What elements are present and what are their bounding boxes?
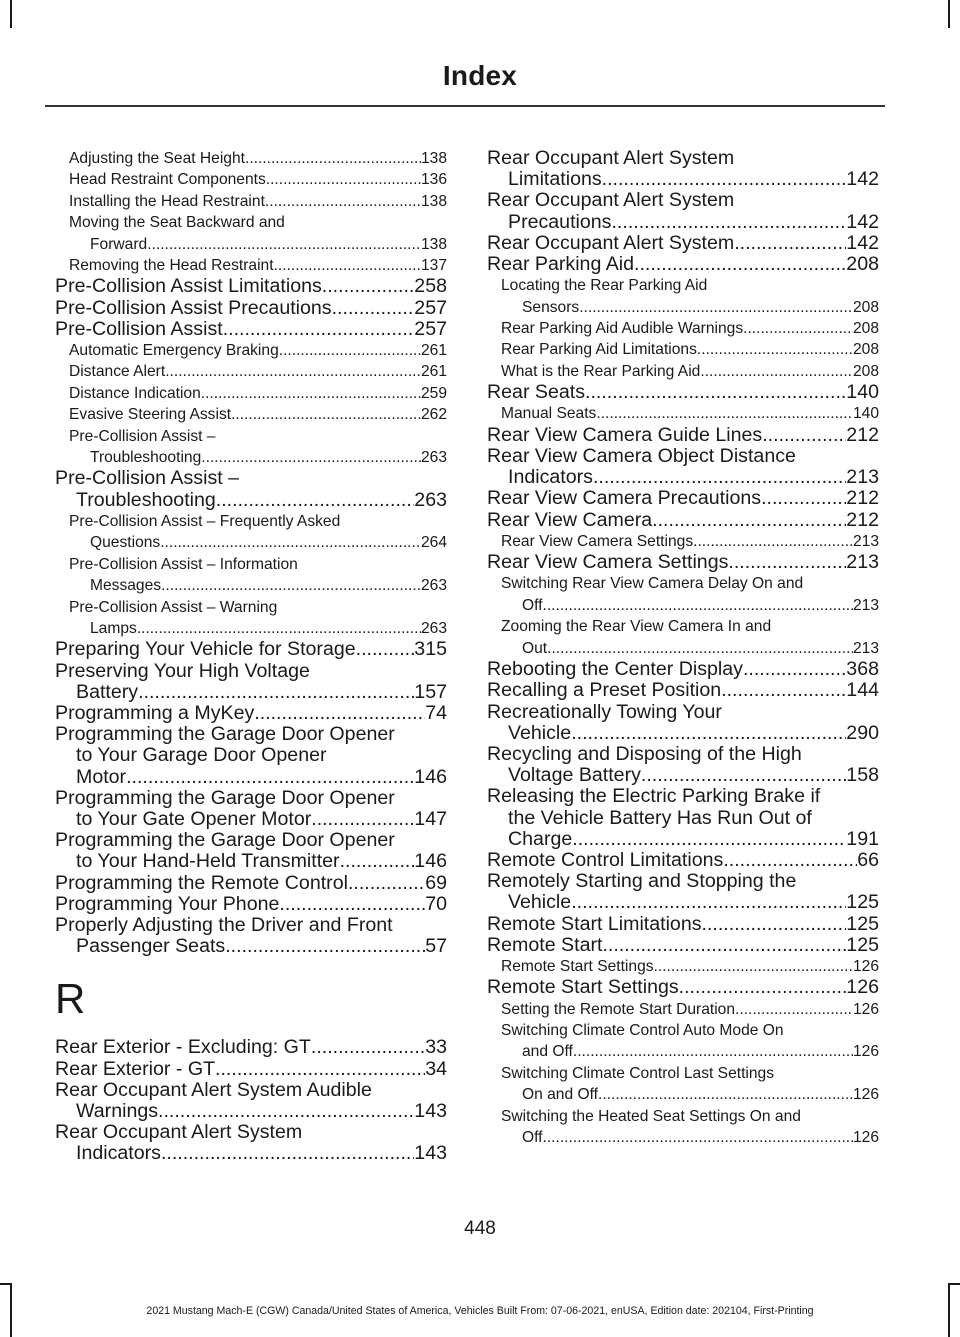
dot-leader: [571, 723, 846, 744]
dot-leader: [634, 254, 846, 275]
index-page-ref[interactable]: 136: [420, 171, 447, 189]
index-entry[interactable]: [55, 1059, 447, 1080]
index-entry[interactable]: [487, 254, 879, 275]
index-entry-text: Recalling a Preset Position: [487, 679, 722, 702]
index-entry-text: Remote Start Settings: [501, 957, 654, 975]
index-entry-text: Rear View Camera Settings: [501, 532, 694, 550]
dot-leader: [679, 977, 847, 998]
index-entry-text: Rear Occupant Alert System: [55, 1121, 303, 1144]
footer-edition-text: 2021 Mustang Mach-E (CGW) Canada/United States of America, Vehicles Built From: 07-06-2021, enUSA, Edition date: 202104, First-Printing: [146, 1305, 814, 1317]
index-page-ref[interactable]: 144: [846, 679, 879, 702]
index-entry-text: and Off: [522, 1043, 573, 1061]
index-entry[interactable]: [55, 1037, 447, 1058]
index-entry-text: Preparing Your Vehicle for Storage: [55, 638, 356, 661]
dot-leader: [602, 935, 846, 956]
index-page-ref[interactable]: 33: [425, 1036, 447, 1059]
index-entry-text: Rear Parking Aid Limitations: [501, 341, 697, 359]
index-page-ref[interactable]: 213: [852, 639, 879, 657]
index-entry-text: Switching the Heated Seat Settings On and: [501, 1107, 801, 1125]
index-entry-text: Vehicle: [508, 891, 572, 914]
index-entry-text: Programming the Garage Door Opener: [55, 786, 395, 809]
index-page-ref[interactable]: 212: [846, 487, 879, 510]
index-entry-text: Distance Alert: [69, 363, 166, 381]
index-entry[interactable]: [487, 659, 879, 680]
dot-leader: [641, 765, 846, 786]
index-subentry[interactable]: [487, 573, 879, 616]
index-entry-text: Rear View Camera Guide Lines: [487, 423, 763, 446]
index-page-ref[interactable]: 66: [857, 848, 879, 871]
index-subentry[interactable]: [55, 255, 447, 276]
dot-leader: [735, 999, 853, 1020]
dot-leader: [231, 404, 421, 425]
index-entry-text: Removing the Head Restraint: [69, 257, 274, 275]
index-entry-text: to Your Gate Opener Motor: [76, 807, 312, 830]
index-entry-text: Passenger Seats: [76, 935, 226, 958]
dot-leader: [201, 383, 421, 404]
crop-mark-bottom-right-h: [948, 1283, 960, 1285]
index-page-ref[interactable]: 208: [852, 341, 879, 359]
index-page-ref[interactable]: 213: [846, 551, 879, 574]
page-title: Index: [442, 60, 518, 91]
index-subentry[interactable]: [487, 1020, 879, 1063]
dot-leader: [743, 659, 846, 680]
index-entry-text: Forward: [90, 235, 148, 253]
index-page-ref[interactable]: 143: [414, 1099, 447, 1122]
dot-leader: [265, 191, 421, 212]
index-entry-text: Remote Start Limitations: [487, 912, 702, 935]
index-entry-text: Battery: [76, 680, 139, 703]
index-entry[interactable]: [487, 744, 879, 786]
dot-leader: [225, 936, 425, 957]
index-page-ref[interactable]: 125: [846, 891, 879, 914]
index-page-ref[interactable]: 138: [420, 192, 447, 210]
dot-leader: [652, 510, 846, 531]
index-page-ref[interactable]: 290: [846, 721, 879, 744]
index-entry[interactable]: [487, 510, 879, 531]
index-column-left: [55, 148, 447, 1165]
dot-leader: [340, 851, 415, 872]
index-entry[interactable]: [487, 850, 879, 871]
index-subentry[interactable]: [55, 212, 447, 255]
index-page-ref[interactable]: 208: [852, 362, 879, 380]
index-entry-text: Remote Control Limitations: [487, 848, 724, 871]
dot-leader: [332, 298, 415, 319]
crop-mark-bottom-left-h: [0, 1283, 12, 1285]
index-page-ref[interactable]: 126: [852, 1000, 879, 1018]
index-entry-text: Pre-Collision Assist –: [69, 427, 216, 445]
index-entry[interactable]: [487, 914, 879, 935]
dot-leader: [743, 318, 853, 339]
dot-leader: [598, 1084, 853, 1105]
index-page-ref[interactable]: 125: [846, 933, 879, 956]
index-subentry[interactable]: [487, 275, 879, 318]
index-entry-text: Rear View Camera Precautions: [487, 487, 762, 510]
index-subentry[interactable]: [55, 148, 447, 169]
index-entry-text: Rear View Camera Settings: [487, 551, 729, 574]
index-entry-text: What is the Rear Parking Aid: [501, 362, 701, 380]
dot-leader: [761, 488, 846, 509]
index-page-ref[interactable]: 70: [425, 892, 447, 915]
index-entry[interactable]: [487, 977, 879, 998]
dot-leader: [611, 212, 846, 233]
index-entry[interactable]: [55, 830, 447, 872]
index-entry[interactable]: [55, 661, 447, 703]
index-entry-text: Sensors: [522, 298, 580, 316]
index-entry-text: Rear Parking Aid: [487, 253, 635, 276]
index-entry-text: Switching Rear View Camera Delay On and: [501, 575, 804, 593]
index-entry[interactable]: [55, 276, 447, 297]
index-entry-text: Switching Climate Control Last Settings: [501, 1064, 775, 1082]
dot-leader: [721, 680, 846, 701]
index-entry-text: Precautions: [508, 210, 612, 233]
index-page-ref[interactable]: 212: [846, 508, 879, 531]
index-entry-text: Rear Occupant Alert System: [487, 189, 735, 212]
dot-leader: [348, 873, 425, 894]
index-page-ref[interactable]: 258: [414, 275, 447, 298]
index-entry[interactable]: [55, 724, 447, 788]
index-entry[interactable]: [487, 786, 879, 850]
dot-leader: [585, 382, 846, 403]
index-entry[interactable]: [55, 1080, 447, 1122]
crop-mark-top-left: [10, 0, 12, 28]
index-entry-text: Recycling and Disposing of the High: [487, 742, 802, 765]
dot-leader: [322, 276, 415, 297]
index-entry-text: Recreationally Towing Your: [487, 700, 722, 723]
index-entry-text: Messages: [90, 577, 162, 595]
index-entry-text: Indicators: [76, 1142, 161, 1165]
index-page-ref[interactable]: 263: [420, 449, 447, 467]
index-page-ref[interactable]: 315: [414, 638, 447, 661]
index-entry-text: Switching Climate Control Auto Mode On: [501, 1021, 784, 1039]
index-entry-text: Rear Occupant Alert System Audible: [55, 1078, 372, 1101]
index-subentry[interactable]: [487, 1106, 879, 1149]
index-entry-text: Troubleshooting: [90, 449, 202, 467]
index-subentry[interactable]: [487, 361, 879, 382]
index-subentry[interactable]: [487, 616, 879, 659]
index-entry-text: Remote Start Settings: [487, 976, 679, 999]
index-entry[interactable]: [55, 915, 447, 957]
index-subentry[interactable]: [55, 361, 447, 382]
index-subentry[interactable]: [55, 426, 447, 469]
index-entry-text: Remote Start: [487, 933, 603, 956]
index-entry-text: Setting the Remote Start Duration: [501, 1000, 736, 1018]
dot-leader: [356, 639, 415, 660]
index-entry-text: Troubleshooting: [76, 488, 216, 511]
index-subentry[interactable]: [55, 554, 447, 597]
index-subentry[interactable]: [55, 191, 447, 212]
index-entry-text: Rear Occupant Alert System: [487, 147, 735, 169]
index-subentry[interactable]: [55, 404, 447, 425]
dot-leader: [728, 552, 846, 573]
index-entry-text: Rear Exterior - GT: [55, 1057, 216, 1080]
index-entry-text: Installing the Head Restraint: [69, 192, 265, 210]
index-page-ref[interactable]: 74: [425, 701, 447, 724]
index-entry[interactable]: [55, 319, 447, 340]
index-entry-text: Motor: [76, 765, 127, 788]
index-entry-text: Remotely Starting and Stopping the: [487, 870, 797, 893]
index-entry-text: Pre-Collision Assist – Warning: [69, 598, 278, 616]
index-page-ref[interactable]: 263: [414, 488, 447, 511]
index-entry-text: Indicators: [508, 466, 593, 489]
index-list-left-r: [55, 1037, 447, 1164]
index-entry[interactable]: [55, 468, 447, 510]
index-page-ref[interactable]: 138: [420, 150, 447, 167]
crop-mark-top-right: [948, 0, 950, 28]
index-entry[interactable]: [55, 298, 447, 319]
index-entry-text: Rear Seats: [487, 381, 586, 404]
index-subentry[interactable]: [487, 339, 879, 360]
page-number: 448: [464, 1218, 496, 1239]
index-entry[interactable]: [55, 703, 447, 724]
dot-leader: [216, 490, 415, 511]
index-entry-text: Voltage Battery: [508, 764, 641, 787]
dot-leader: [254, 703, 425, 724]
dot-leader: [700, 361, 853, 382]
dot-leader: [547, 638, 853, 659]
index-page-ref[interactable]: 263: [420, 577, 447, 595]
index-entry-text: Releasing the Electric Parking Brake if: [487, 785, 821, 808]
dot-leader: [160, 532, 421, 553]
index-entry-text: Programming the Garage Door Opener: [55, 723, 395, 746]
index-subentry[interactable]: [55, 511, 447, 554]
index-entry-text: Questions: [90, 534, 161, 552]
dot-leader: [572, 829, 846, 850]
index-entry-text: Off: [522, 1129, 543, 1146]
index-entry-text: Pre-Collision Assist – Frequently Asked: [69, 512, 341, 530]
dot-leader: [245, 148, 421, 169]
index-page-ref[interactable]: 126: [846, 976, 879, 999]
index-page-ref[interactable]: 208: [852, 298, 879, 316]
index-page-ref[interactable]: 191: [846, 827, 879, 850]
index-entry-text: Rear View Camera Object Distance: [487, 445, 796, 468]
dot-leader: [215, 1059, 425, 1080]
index-entry[interactable]: [55, 873, 447, 894]
dot-leader: [762, 425, 846, 446]
index-subentry[interactable]: [487, 999, 879, 1020]
index-page-ref[interactable]: 146: [414, 850, 447, 873]
dot-leader: [158, 1101, 414, 1122]
index-page-ref[interactable]: 143: [414, 1142, 447, 1165]
index-entry[interactable]: [487, 190, 879, 232]
index-entry-text: Vehicle: [508, 721, 572, 744]
dot-leader: [201, 447, 421, 468]
index-entry-text: to Your Hand-Held Transmitter: [76, 850, 340, 873]
index-page-ref[interactable]: 262: [420, 406, 447, 424]
index-subentry[interactable]: [55, 340, 447, 361]
index-entry-text: Preserving Your High Voltage: [55, 659, 310, 682]
index-page-ref[interactable]: 125: [846, 912, 879, 935]
dot-leader: [543, 595, 853, 616]
dot-leader: [274, 255, 421, 276]
index-subentry[interactable]: [55, 169, 447, 190]
dot-leader: [654, 956, 853, 977]
index-entry-text: Programming the Remote Control: [55, 871, 348, 894]
dot-leader: [161, 575, 421, 596]
dot-leader: [223, 319, 415, 340]
index-page-ref[interactable]: 257: [414, 317, 447, 340]
index-entry[interactable]: [487, 552, 879, 573]
index-entry-text: to Your Garage Door Opener: [76, 744, 327, 767]
index-entry-text: Pre-Collision Assist: [55, 317, 223, 340]
index-entry-text: Rebooting the Center Display: [487, 658, 743, 681]
index-page-ref[interactable]: 138: [420, 235, 447, 253]
index-entry[interactable]: [487, 233, 879, 254]
index-page-ref[interactable]: 140: [852, 405, 879, 423]
index-list-right: [487, 148, 879, 1148]
dot-leader: [573, 1041, 853, 1062]
dot-leader: [543, 1127, 853, 1148]
index-list-left: [55, 148, 447, 957]
index-page-ref[interactable]: 264: [420, 534, 447, 552]
dot-leader: [602, 169, 847, 190]
index-entry[interactable]: [487, 871, 879, 913]
index-page-ref[interactable]: 213: [852, 532, 879, 550]
index-page-ref[interactable]: 158: [846, 764, 879, 787]
index-page-ref[interactable]: 368: [846, 658, 879, 681]
index-entry-text: Rear Occupant Alert System: [487, 231, 735, 254]
dot-leader: [279, 894, 425, 915]
index-page-ref[interactable]: 257: [414, 296, 447, 319]
index-subentry[interactable]: [55, 383, 447, 404]
index-entry-text: Programming Your Phone: [55, 892, 280, 915]
dot-leader: [137, 618, 421, 639]
index-entry-text: Charge: [508, 827, 573, 850]
index-entry-text: Moving the Seat Backward and: [69, 214, 285, 232]
index-entry[interactable]: [55, 788, 447, 830]
index-entry[interactable]: [487, 680, 879, 701]
dot-leader: [693, 531, 853, 552]
section-letter: R: [55, 975, 86, 1023]
index-page-ref[interactable]: 57: [425, 935, 447, 958]
index-entry-text: Evasive Steering Assist: [69, 406, 232, 424]
index-page-ref[interactable]: 213: [846, 466, 879, 489]
index-entry-text: Out: [522, 639, 548, 657]
index-page-ref[interactable]: 126: [852, 957, 879, 975]
index-entry[interactable]: [487, 935, 879, 956]
index-page-ref[interactable]: 208: [852, 320, 879, 338]
index-page-ref[interactable]: 142: [846, 168, 879, 191]
index-subentry[interactable]: [55, 597, 447, 640]
index-page-ref[interactable]: 212: [846, 423, 879, 446]
index-entry-text: Pre-Collision Assist –: [55, 467, 240, 490]
index-entry-text: Limitations: [508, 168, 602, 191]
index-page-ref[interactable]: 140: [846, 381, 879, 404]
index-page-ref[interactable]: 261: [420, 363, 447, 381]
index-page-ref[interactable]: 259: [420, 384, 447, 402]
index-entry[interactable]: [487, 425, 879, 446]
index-entry-text: Manual Seats: [501, 405, 597, 423]
dot-leader: [697, 339, 853, 360]
dot-leader: [279, 340, 421, 361]
header-divider: [45, 105, 885, 107]
dot-leader: [571, 892, 846, 913]
dot-leader: [734, 233, 846, 254]
dot-leader: [161, 1143, 414, 1164]
index-entry-text: the Vehicle Battery Has Run Out of: [508, 806, 812, 829]
index-entry-text: Adjusting the Seat Height: [69, 150, 245, 167]
index-page-ref[interactable]: 142: [846, 210, 879, 233]
index-entry-text: Rear Parking Aid Audible Warnings: [501, 320, 744, 338]
index-entry[interactable]: [55, 639, 447, 660]
index-entry-text: Rear View Camera: [487, 508, 653, 531]
index-page-ref[interactable]: 208: [846, 253, 879, 276]
index-entry[interactable]: [487, 446, 879, 488]
index-page-ref[interactable]: 137: [420, 257, 447, 275]
index-entry-text: Lamps: [90, 619, 137, 637]
dot-leader: [138, 682, 414, 703]
index-entry[interactable]: [55, 894, 447, 915]
index-entry-text: Pre-Collision Assist Limitations: [55, 275, 322, 298]
index-entry-text: Head Restraint Components: [69, 171, 266, 189]
dot-leader: [311, 809, 414, 830]
index-subentry[interactable]: [487, 318, 879, 339]
dot-leader: [126, 767, 414, 788]
index-entry-text: Programming a MyKey: [55, 701, 255, 724]
index-entry-text: Rear Exterior - Excluding: GT: [55, 1036, 311, 1059]
dot-leader: [147, 234, 421, 255]
index-page-ref[interactable]: 157: [414, 680, 447, 703]
index-entry-text: Zooming the Rear View Camera In and: [501, 618, 772, 636]
index-page-ref[interactable]: 213: [852, 596, 879, 614]
index-page-ref[interactable]: 142: [846, 231, 879, 254]
index-subentry[interactable]: [487, 1063, 879, 1106]
dot-leader: [593, 467, 846, 488]
index-entry[interactable]: [487, 702, 879, 744]
dot-leader: [266, 169, 421, 190]
index-entry-text: Pre-Collision Assist – Information: [69, 555, 298, 573]
index-entry-text: Distance Indication: [69, 384, 201, 402]
dot-leader: [723, 850, 857, 871]
index-entry[interactable]: [487, 382, 879, 403]
index-page-ref[interactable]: 126: [852, 1086, 879, 1104]
dot-leader: [311, 1037, 425, 1058]
index-page-ref[interactable]: 126: [852, 1129, 879, 1146]
index-entry-text: Locating the Rear Parking Aid: [501, 277, 708, 295]
index-entry[interactable]: [487, 488, 879, 509]
index-entry-text: Off: [522, 596, 543, 614]
index-entry[interactable]: [487, 148, 879, 190]
dot-leader: [702, 914, 847, 935]
dot-leader: [165, 361, 421, 382]
dot-leader: [579, 297, 853, 318]
index-entry-text: Pre-Collision Assist Precautions: [55, 296, 332, 319]
index-entry[interactable]: [55, 1122, 447, 1164]
index-page-ref[interactable]: 147: [414, 807, 447, 830]
index-entry-text: On and Off: [522, 1086, 598, 1104]
index-page-ref[interactable]: 263: [420, 619, 447, 637]
index-page-ref[interactable]: 126: [852, 1043, 879, 1061]
index-subentry[interactable]: [487, 956, 879, 977]
index-entry-text: Automatic Emergency Braking: [69, 342, 279, 360]
index-page-ref[interactable]: 261: [420, 342, 447, 360]
index-entry-text: Programming the Garage Door Opener: [55, 829, 395, 852]
dot-leader: [596, 403, 853, 424]
index-entry-text: Properly Adjusting the Driver and Front: [55, 913, 393, 936]
index-page-ref[interactable]: 146: [414, 765, 447, 788]
index-subentry[interactable]: [487, 531, 879, 552]
index-column-right: [487, 148, 879, 1148]
index-entry-text: Warnings: [76, 1099, 159, 1122]
index-page-ref[interactable]: 69: [425, 871, 447, 894]
index-subentry[interactable]: [487, 403, 879, 424]
index-page-ref[interactable]: 34: [425, 1057, 447, 1080]
